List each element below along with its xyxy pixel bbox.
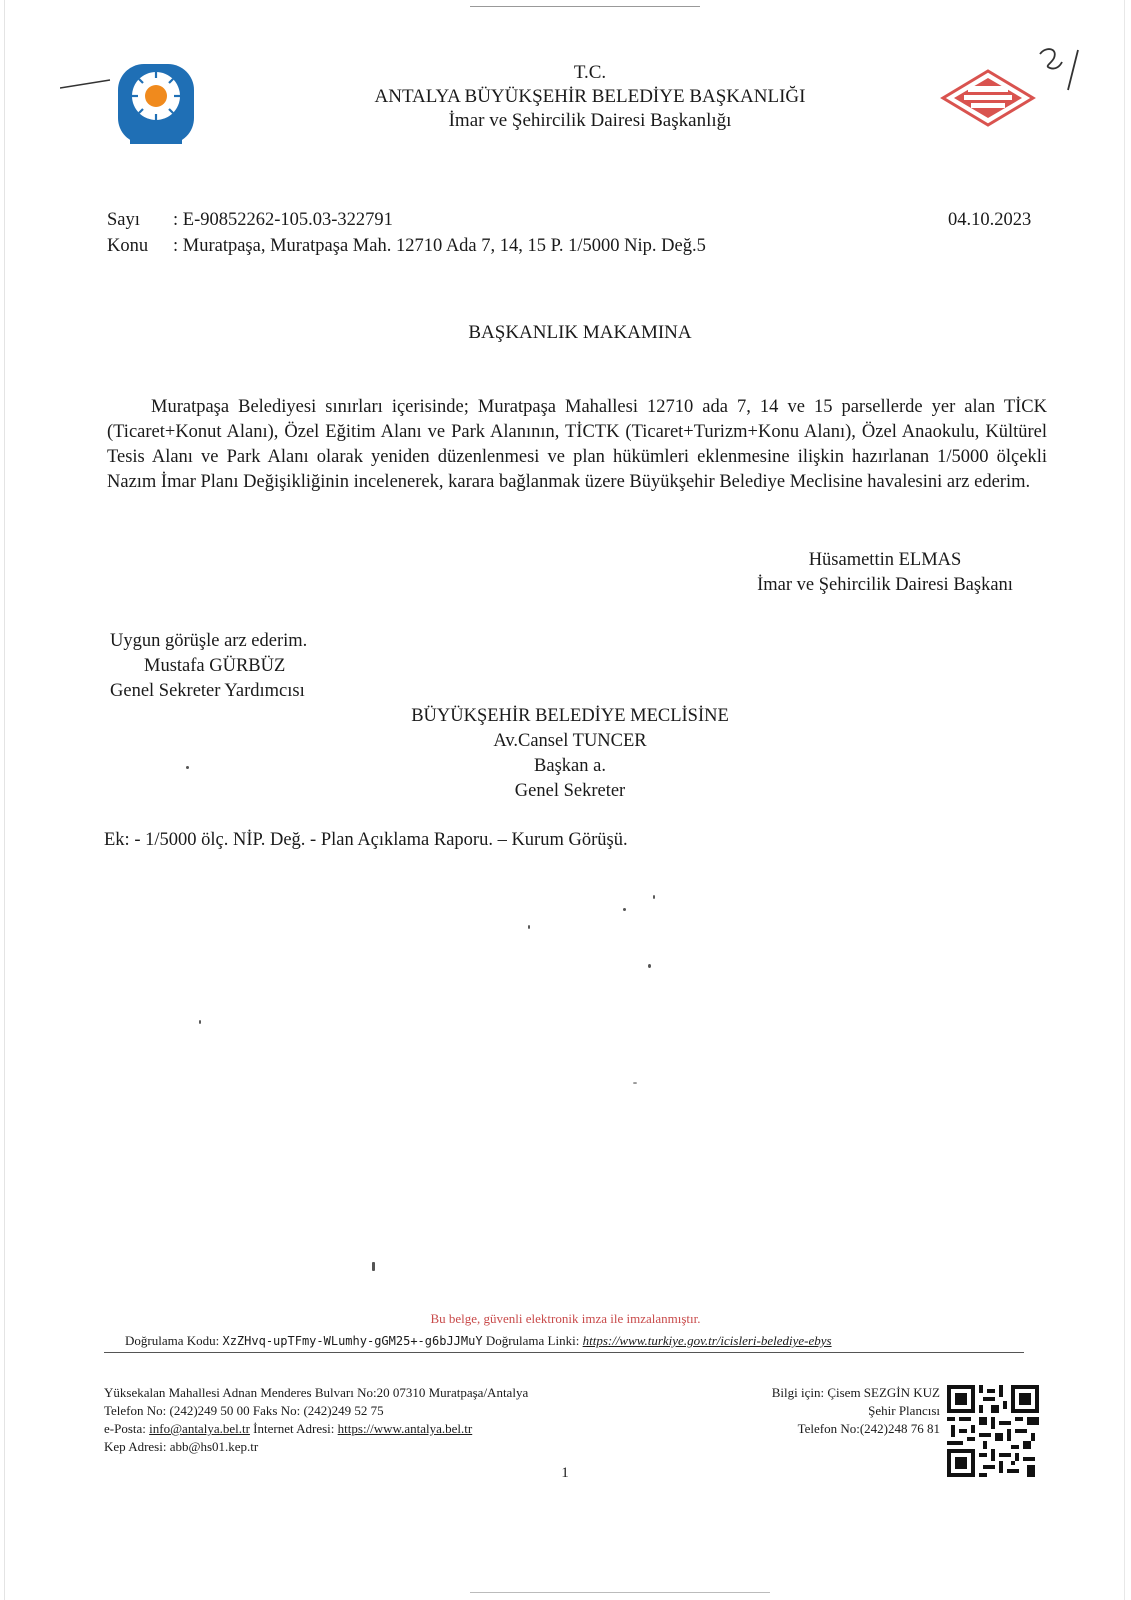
attachments-line: Ek: - 1/5000 ölç. NİP. Değ. - Plan Açıklama Raporu. – Kurum Görüşü. <box>104 830 628 850</box>
signature-block-deputy-secretary <box>110 629 307 704</box>
page-number: 1 <box>561 1465 569 1481</box>
scan-line <box>470 6 700 7</box>
antalya-municipality-logo <box>60 58 200 148</box>
footer-email-web <box>104 1420 528 1438</box>
verification-code-label: Doğrulama Kodu: <box>125 1333 220 1348</box>
info-contact-name: Bilgi için: Çisem SEZGİN KUZ <box>771 1385 940 1400</box>
konu-label: Konu <box>107 236 149 256</box>
footer-phone: Telefon No: (242)249 50 00 Faks No: (242)249 52 75 <box>104 1403 384 1418</box>
scan-speck <box>372 1262 375 1271</box>
info-contact-phone: Telefon No:(242)248 76 81 <box>797 1421 940 1436</box>
footer-contact <box>104 1384 528 1456</box>
body-paragraph <box>107 395 1047 495</box>
signer-capacity: Başkan a. <box>534 756 606 776</box>
department-name: İmar ve Şehircilik Dairesi Başkanlığı <box>448 110 732 131</box>
institution-name: ANTALYA BÜYÜKŞEHİR BELEDİYE BAŞKANLIĞI <box>374 86 806 107</box>
approval-note: Uygun görüşle arz ederim. <box>110 631 308 651</box>
footer-address: Yüksekalan Mahallesi Adnan Menderes Bulvarı No:20 07310 Muratpaşa/Antalya <box>104 1385 529 1400</box>
sayi-row <box>107 210 393 231</box>
web-label: İnternet Adresi: <box>253 1421 335 1436</box>
scan-edge-right <box>1124 0 1125 1600</box>
scan-line-bottom <box>470 1592 770 1593</box>
signature-block-secretary-general <box>380 704 760 804</box>
document-date: 04.10.2023 <box>948 210 1032 230</box>
verification-link[interactable]: https://www.turkiye.gov.tr/icisleri-belediye-ebys <box>582 1333 832 1348</box>
signer-title: Genel Sekreter Yardımcısı <box>110 681 305 701</box>
scan-speck <box>653 895 655 899</box>
verification-link-label: Doğrulama Linki: <box>485 1333 580 1348</box>
scan-edge-left <box>4 0 5 1600</box>
scan-speck <box>199 1020 201 1024</box>
scan-speck <box>186 766 189 769</box>
konu-row <box>107 236 706 257</box>
footer-divider <box>104 1352 1024 1353</box>
scan-speck <box>648 964 651 968</box>
iso-certification-seal <box>938 68 1038 128</box>
handwritten-number-mark <box>1032 44 1102 94</box>
signer-title: Genel Sekreter <box>514 781 626 801</box>
sayi-value: : E-90852262-105.03-322791 <box>173 210 393 230</box>
qr-code <box>947 1385 1039 1477</box>
verification-code: XzZHvq-upTFmy-WLumhy-gGM25+-g6bJJMuY <box>222 1334 483 1348</box>
email-link[interactable]: info@antalya.bel.tr <box>149 1421 250 1436</box>
signature-block-department-head <box>720 548 1050 598</box>
footer-kep: Kep Adresi: abb@hs01.kep.tr <box>104 1439 259 1454</box>
email-label: e-Posta: <box>104 1421 146 1436</box>
signer-name: Hüsamettin ELMAS <box>808 550 962 570</box>
signer-name: Mustafa GÜRBÜZ <box>144 656 286 676</box>
signer-name: Av.Cansel TUNCER <box>493 731 647 751</box>
council-address: BÜYÜKŞEHİR BELEDİYE MECLİSİNE <box>411 706 729 726</box>
verification-row <box>125 1333 832 1349</box>
body-text: Muratpaşa Belediyesi sınırları içerisinde; Muratpaşa Mahallesi 12710 ada 7, 14 ve 15 parsellerde yer alan TİCK (Ticaret+Konut Alanı), Özel Eğitim Alanı ve Park Alanının, TİCTK (Ticaret+Turizm+Konu Alanı), Özel Anaokulu, Kültürel Tesis Alanı ve Park Alanı olarak yeniden düzenlenmesi ve plan hükümleri eklenmesine ilişkin hazırlanan 1/5000 ölçekli Nazım İmar Planı Değişikliğinin incelenerek, karara bağlanmak üzere Büyükşehir Belediye Meclisine havalesini arz ederim. <box>107 397 1047 492</box>
scan-speck <box>623 908 626 911</box>
footer-info-contact <box>700 1384 940 1438</box>
info-contact-title: Şehir Plancısı <box>868 1403 940 1418</box>
scan-speck <box>528 925 530 929</box>
addressee: BAŞKANLIK MAKAMINA <box>468 322 692 343</box>
konu-value: : Muratpaşa, Muratpaşa Mah. 12710 Ada 7, 14, 15 P. 1/5000 Nip. Değ.5 <box>173 236 706 256</box>
esignature-note: Bu belge, güvenli elektronik imza ile imzalanmıştır. <box>430 1311 701 1326</box>
header-line-1: T.C. <box>573 62 607 83</box>
scan-speck <box>633 1082 637 1084</box>
signer-title: İmar ve Şehircilik Dairesi Başkanı <box>757 575 1013 595</box>
web-link[interactable]: https://www.antalya.bel.tr <box>337 1421 473 1436</box>
sayi-label: Sayı <box>107 210 140 230</box>
